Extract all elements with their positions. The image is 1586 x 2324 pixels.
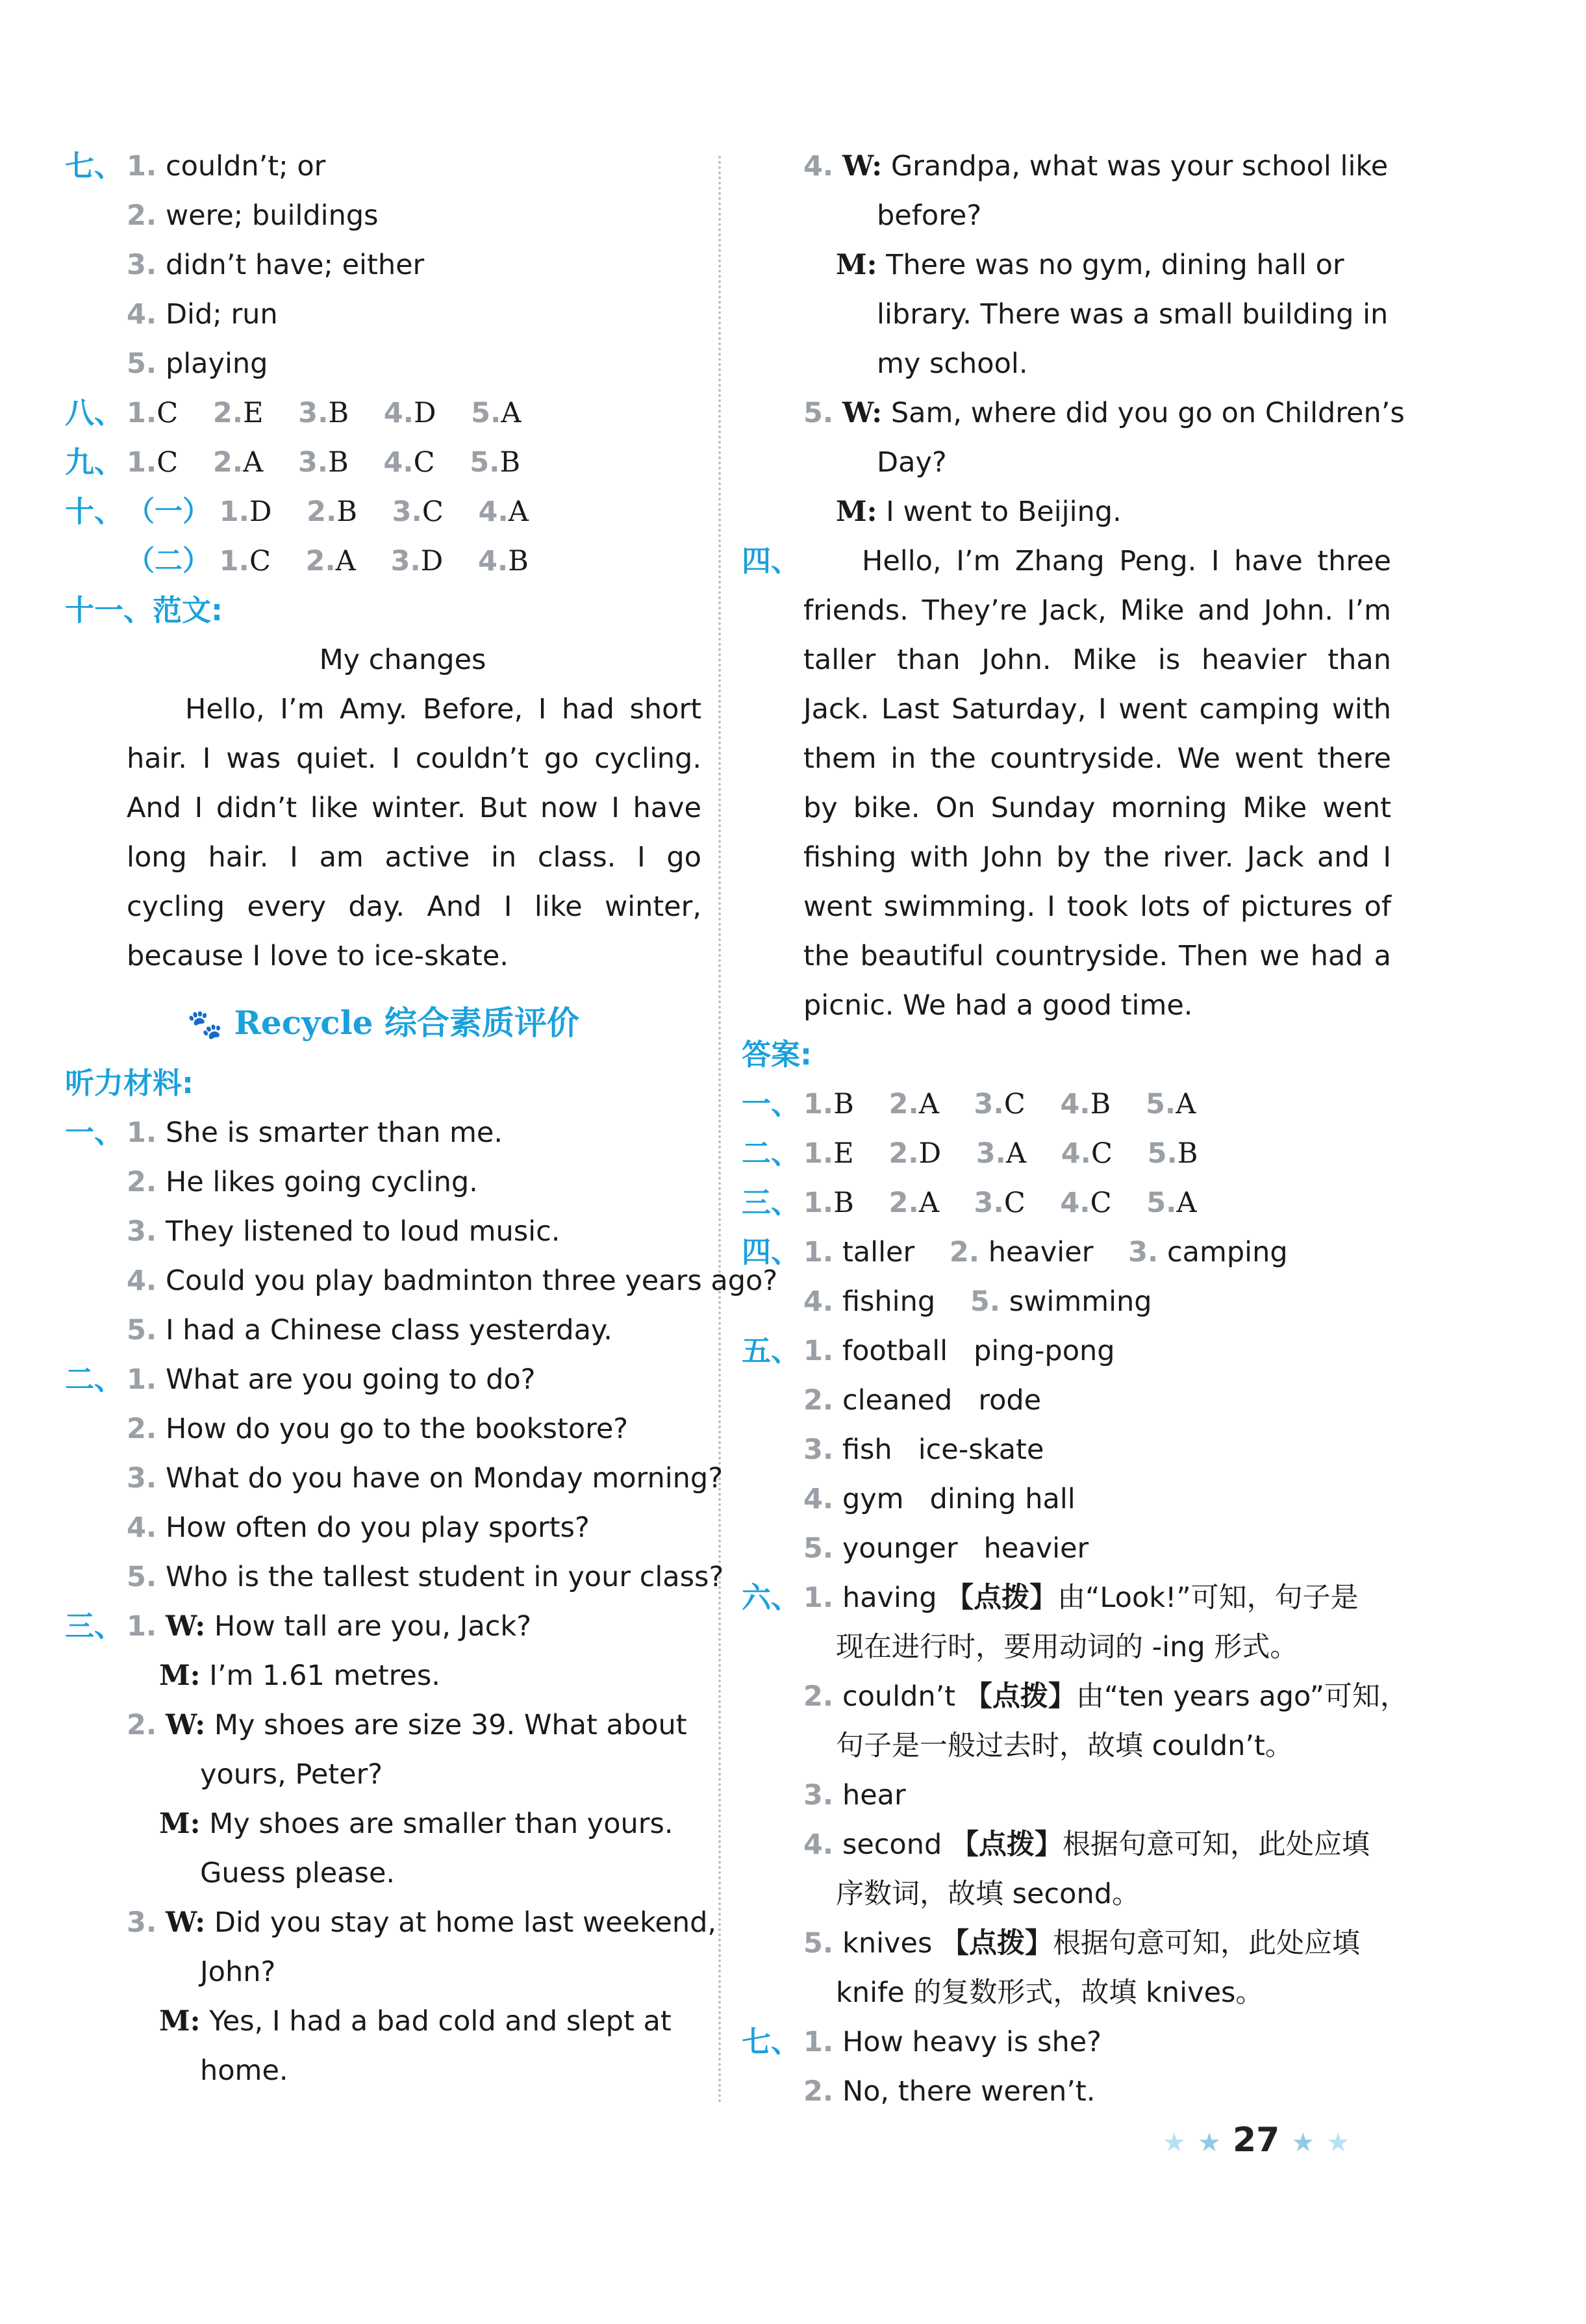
section-10-part-2: （二） 1.C 2.A 3.D 4.B — [127, 545, 529, 577]
recycle-title: 🐾 Recycle 综合素质评价 — [187, 1004, 579, 1042]
answer-5-row: 2. cleaned rode — [803, 1384, 1042, 1417]
answer-5-row: 5. younger heavier — [803, 1532, 1089, 1565]
listening-1-item: 5. I had a Chinese class yesterday. — [127, 1314, 612, 1346]
dialogue-line: 3. W: Did you stay at home last weekend, — [127, 1906, 717, 1939]
answer-2-row: 二、 1.E 2.D 3.A 4.C 5.B — [742, 1136, 1198, 1170]
answer-6-row: 句子是一般过去时，故填 couldn’t。 — [836, 1730, 1293, 1762]
answer-7-row: 2. No, there weren’t. — [803, 2075, 1096, 2108]
dialogue-line: John? — [200, 1956, 276, 1988]
section-8-answers: 八、 1.C 2.E 3.B 4.D 5.A — [65, 396, 522, 430]
paw-icon: 🐾 — [187, 1008, 223, 1041]
listening-1-item: 3. They listened to loud music. — [127, 1215, 560, 1248]
dialogue-line: Guess please. — [200, 1857, 396, 1889]
listening-2-item: 2. How do you go to the bookstore? — [127, 1413, 629, 1445]
answer-6-row: 4. second 【点拨】根据句意可知，此处应填 — [803, 1828, 1370, 1861]
essay-text: Hello, I’m Amy. Before, I had short hair. I was quiet. I couldn’t go cycling. And I didn’t like winter. But now I have long hair. I am active in class. I go cycling every day. And I like winter, because I love to ice-skate. — [127, 693, 701, 972]
section-7-item: 3. didn’t have; either — [127, 249, 425, 281]
dialogue-line: M: I’m 1.61 metres. — [159, 1660, 440, 1692]
listening-1-item: 一、 1. She is smarter than me. — [65, 1115, 503, 1150]
right-column — [742, 142, 1409, 2116]
listening-2-item: 5. Who is the tallest student in your class? — [127, 1561, 724, 1593]
dialogue-line: library. There was a small building in — [877, 298, 1389, 331]
section-11-header: 十一、范文: — [65, 593, 223, 627]
listening-1-item: 4. Could you play badminton three years ago? — [127, 1265, 778, 1297]
page-footer — [1163, 2114, 1350, 2166]
section-9-answers: 九、 1.C 2.A 3.B 4.C 5.B — [65, 445, 521, 479]
answer-4-row: 4. fishing 5. swimming — [803, 1285, 1152, 1318]
page-number: 27 — [1232, 2121, 1280, 2160]
answer-6-row: 序数词，故填 second。 — [836, 1878, 1140, 1910]
section-7-marker: 七、 — [65, 149, 124, 183]
answer-5-row: 五、 1. football ping-pong — [742, 1333, 1115, 1368]
answer-5-row: 3. fish ice-skate — [803, 1434, 1044, 1466]
dialogue-line: 5. W: Sam, where did you go on Children’s — [803, 397, 1405, 429]
answer-6-row: 现在进行时，要用动词的 -ing 形式。 — [836, 1631, 1298, 1663]
essay-title: My changes — [319, 644, 486, 676]
answer-3-row: 三、 1.B 2.A 3.C 4.C 5.A — [742, 1185, 1197, 1220]
answer-1-row: 一、 1.B 2.A 3.C 4.B 5.A — [742, 1087, 1196, 1121]
dialogue-line: 2. W: My shoes are size 39. What about — [127, 1709, 687, 1741]
section-7-item: 七、 1. couldn’t; or — [65, 142, 701, 191]
star-icon: ★ — [1291, 2128, 1315, 2158]
dialogue-line: Day? — [877, 446, 947, 479]
dialogue-line: before? — [877, 199, 982, 232]
listening-1-item: 2. He likes going cycling. — [127, 1166, 478, 1198]
listening-label: 听力材料: — [65, 1066, 194, 1100]
dialogue-line: 三、 1. W: How tall are you, Jack? — [65, 1609, 532, 1643]
answer-6-row: 3. hear — [803, 1779, 906, 1812]
star-icon: ★ — [1197, 2128, 1221, 2158]
listening-2-item: 二、 1. What are you going to do? — [65, 1362, 536, 1396]
dialogue-line: 4. W: Grandpa, what was your school like — [803, 150, 1389, 183]
answer-5-row: 4. gym dining hall — [803, 1483, 1076, 1515]
answer-6-row: 六、 1. having 【点拨】由“Look!”可知，句子是 — [742, 1580, 1359, 1615]
section-10-part-1: 十、 （一） 1.D 2.B 3.C 4.A — [65, 494, 529, 529]
listening-2-item: 3. What do you have on Monday morning? — [127, 1462, 724, 1495]
answer-6-row: 5. knives 【点拨】根据句意可知，此处应填 — [803, 1927, 1361, 1960]
section-7-item: 2. were; buildings — [127, 199, 379, 232]
dialogue-line: M: I went to Beijing. — [836, 496, 1122, 528]
answer-7-row: 七、 1. How heavy is she? — [742, 2025, 1101, 2059]
answer-4-row: 四、 1. taller 2. heavier 3. camping — [742, 1235, 1288, 1269]
column-divider — [718, 156, 721, 2104]
dialogue-line: M: There was no gym, dining hall or — [836, 249, 1344, 281]
answer-6-row: 2. couldn’t 【点拨】由“ten years ago”可知， — [803, 1680, 1409, 1713]
dialogue-line: M: My shoes are smaller than yours. — [159, 1808, 673, 1840]
dialogue-line: M: Yes, I had a bad cold and slept at — [159, 2005, 672, 2038]
dialogue-line: my school. — [877, 347, 1028, 380]
dialogue-line: yours, Peter? — [200, 1758, 383, 1791]
answers-label: 答案: — [742, 1037, 812, 1072]
section-7-item: 5. playing — [127, 347, 268, 380]
star-icon: ★ — [1326, 2128, 1350, 2158]
answer-6-row: knife 的复数形式，故填 knives。 — [836, 1977, 1264, 2009]
section-7-item: 4. Did; run — [127, 298, 278, 331]
star-icon: ★ — [1163, 2128, 1186, 2158]
listening-4-passage: 四、 Hello, I’m Zhang Peng. I have three friends. They’re Jack, Mike and John. I’m taller than John. Mike is heavier than Jack. Last Saturday, I went camping with them in the countryside. We went there by bike. On Sunday morning Mike went fishing with John by the river. Jack and I went swimming. I took lots of pictures of the beautiful countryside. Then we had a picnic. We had a good time. — [742, 544, 1391, 1022]
dialogue-line: home. — [200, 2054, 288, 2087]
listening-2-item: 4. How often do you play sports? — [127, 1511, 590, 1544]
